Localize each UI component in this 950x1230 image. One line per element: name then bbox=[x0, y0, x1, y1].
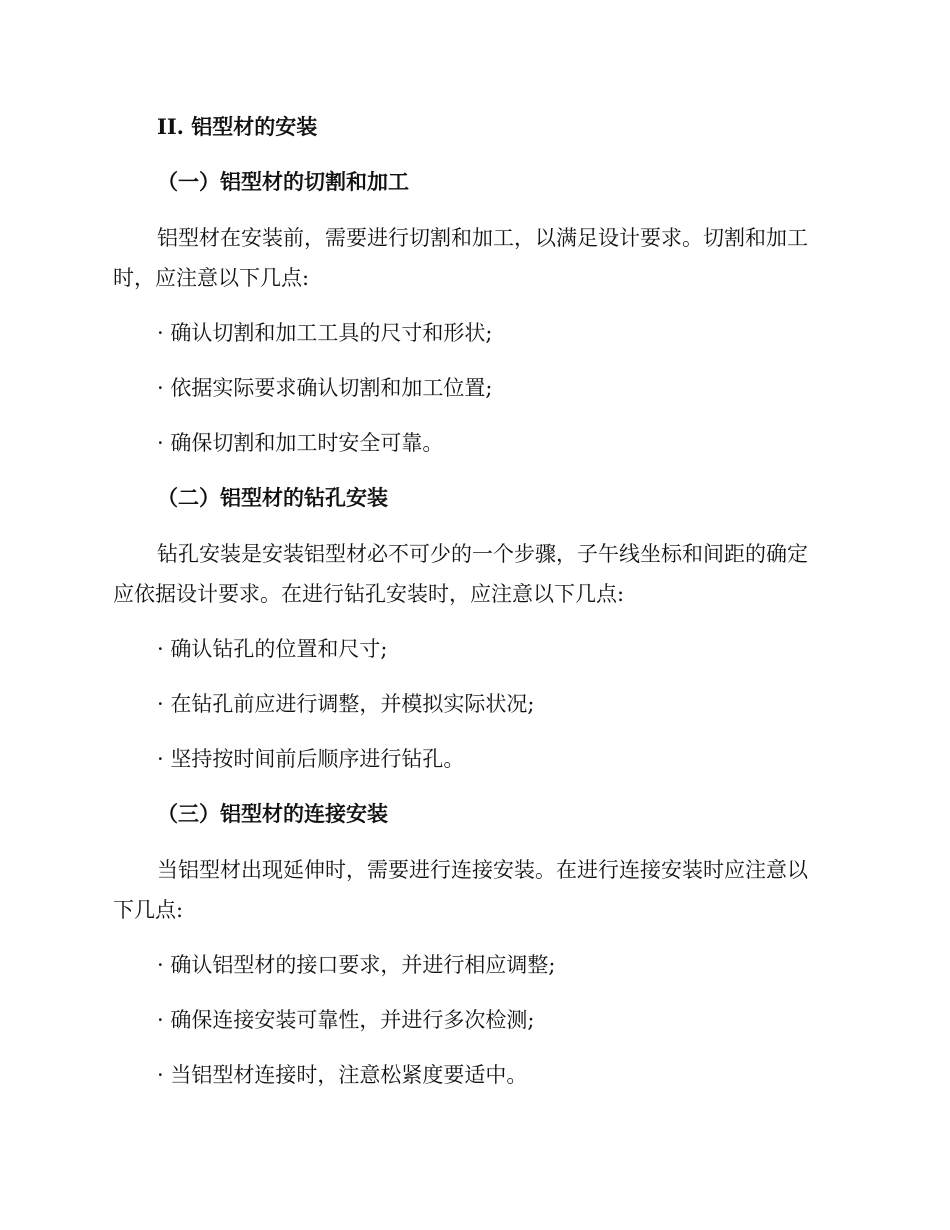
bullet-item: · 在钻孔前应进行调整，并模拟实际状况; bbox=[157, 692, 535, 716]
bullet-item: · 依据实际要求确认切割和加工位置; bbox=[157, 376, 493, 400]
section-title: II. 铝型材的安装 bbox=[157, 114, 318, 139]
subsection-heading-1: （一）铝型材的切割和加工 bbox=[157, 169, 409, 194]
bullet-item: · 确保切割和加工时安全可靠。 bbox=[157, 431, 444, 455]
paragraph-1-line-1: 铝型材在安装前，需要进行切割和加工，以满足设计要求。切割和加工 bbox=[157, 226, 808, 250]
bullet-item: · 确认钻孔的位置和尺寸; bbox=[157, 637, 388, 661]
subsection-heading-2: （二）铝型材的钻孔安装 bbox=[157, 485, 388, 510]
paragraph-1-line-2: 时，应注意以下几点: bbox=[113, 266, 310, 290]
paragraph-2-line-2: 应依据设计要求。在进行钻孔安装时，应注意以下几点: bbox=[113, 582, 625, 606]
paragraph-3-line-1: 当铝型材出现延伸时，需要进行连接安装。在进行连接安装时应注意以 bbox=[157, 858, 808, 882]
bullet-item: · 确认铝型材的接口要求，并进行相应调整; bbox=[157, 953, 556, 977]
subsection-heading-3: （三）铝型材的连接安装 bbox=[157, 801, 388, 826]
paragraph-3-line-2: 下几点: bbox=[113, 898, 184, 922]
bullet-item: · 确保连接安装可靠性，并进行多次检测; bbox=[157, 1008, 535, 1032]
bullet-item: · 坚持按时间前后顺序进行钻孔。 bbox=[157, 747, 465, 771]
paragraph-2-line-1: 钻孔安装是安装铝型材必不可少的一个步骤，子午线坐标和间距的确定 bbox=[157, 542, 808, 566]
bullet-item: · 当铝型材连接时，注意松紧度要适中。 bbox=[157, 1063, 528, 1087]
bullet-item: · 确认切割和加工工具的尺寸和形状; bbox=[157, 321, 493, 345]
